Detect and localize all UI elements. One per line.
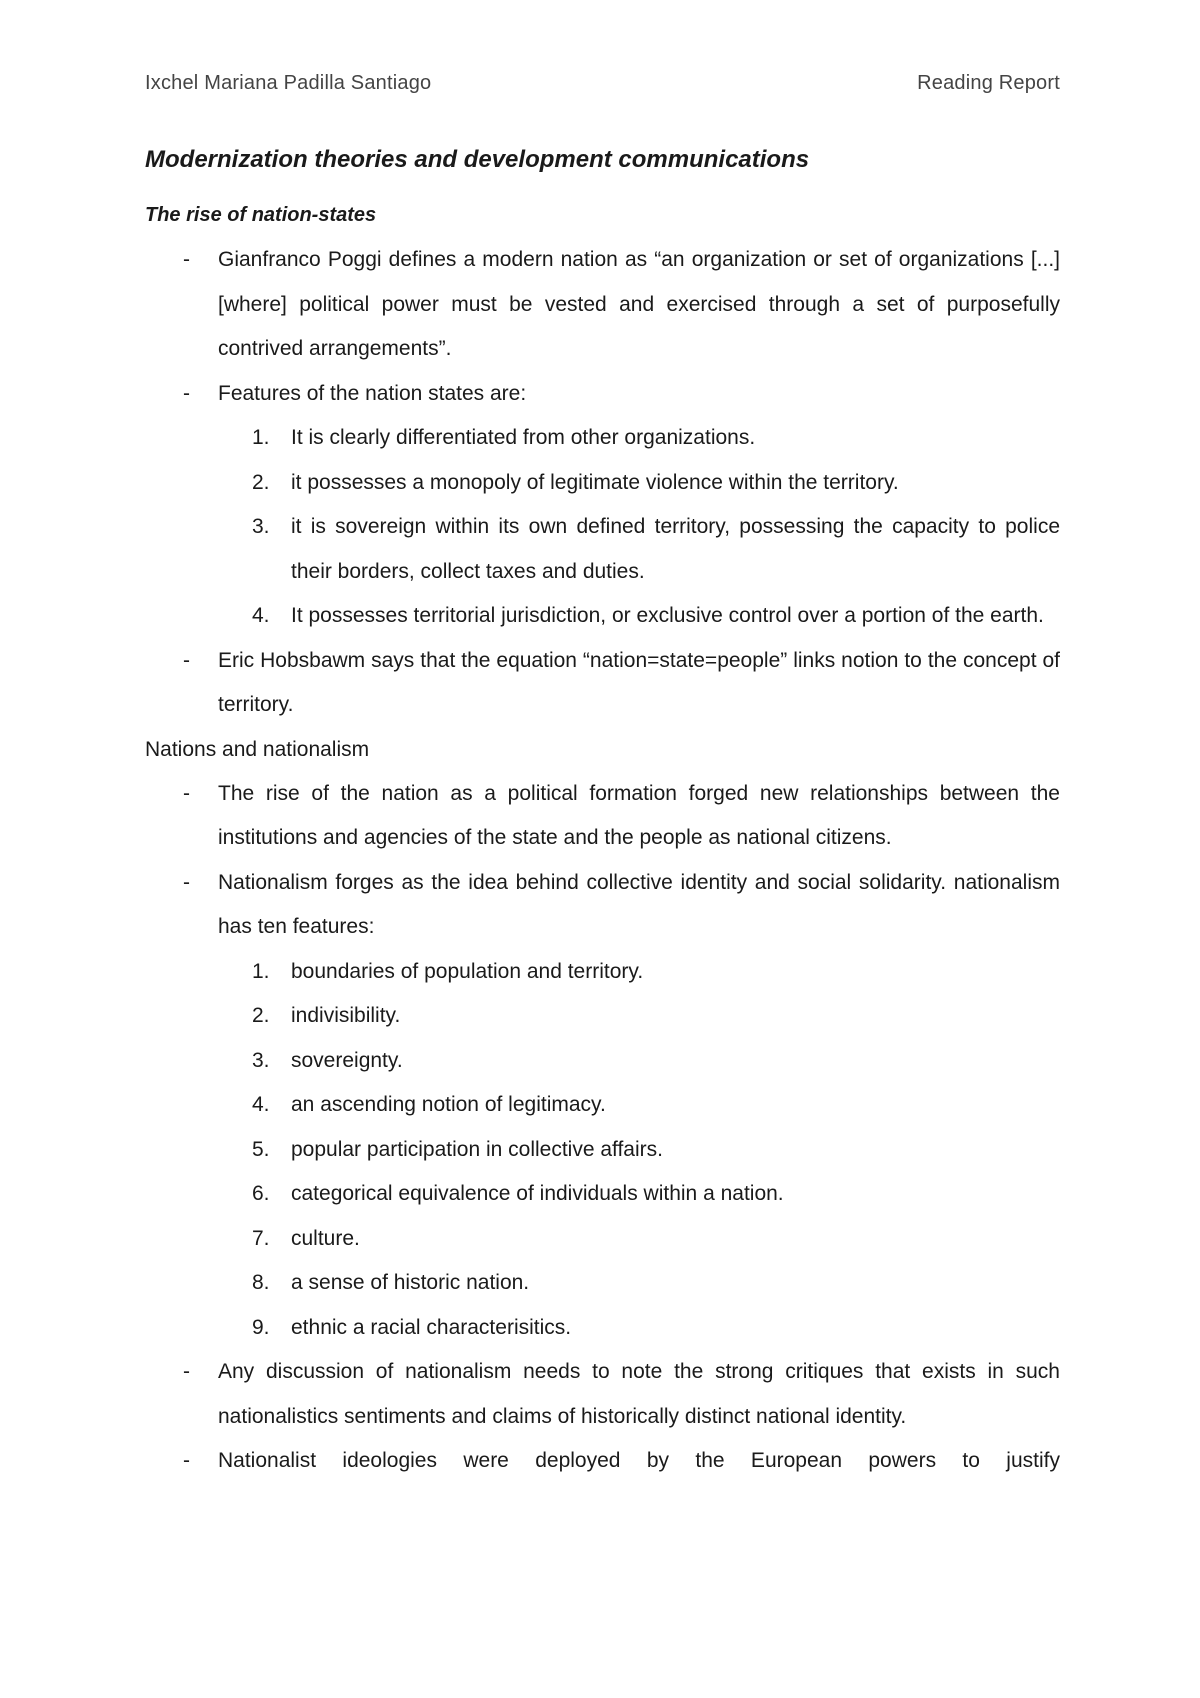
bullet-text: Gianfranco Poggi defines a modern nation as “an organization or set of organizations [...] [where] political power must be vested and exercised through a set of purposefully contrived arrangements”. [218,248,1060,360]
item-text: It possesses territorial jurisdiction, or exclusive control over a portion of the earth. [291,604,1044,627]
bullet-text: Features of the nation states are: [218,381,527,405]
numbered-item [145,416,1060,461]
item-text: categorical equivalence of individuals within a nation. [291,1182,784,1205]
item-text: It is clearly differentiated from other organizations. [291,426,756,449]
document-title: Modernization theories and development communications [145,146,810,173]
item-text: indivisibility. [291,1004,401,1027]
list-item [145,372,1060,639]
list-item [145,1439,1060,1484]
item-number: 1. [252,426,270,449]
list-item [145,238,1060,372]
numbered-item [145,950,1060,995]
item-text: it possesses a monopoly of legitimate violence within the territory. [291,470,899,494]
item-text: sovereignty. [291,1048,403,1072]
item-number: 2. [252,1004,270,1027]
numbered-item [145,594,1060,639]
section-heading-nationalism: Nations and nationalism [145,737,370,761]
dash-bullet-icon: - [183,248,190,271]
item-number: 9. [252,1315,270,1339]
item-number: 4. [252,1093,270,1116]
bullet-text: The rise of the nation as a political formation forged new relationships between the institutions and agencies of the state and the people as national citizens. [218,781,1060,849]
item-number: 2. [252,470,270,494]
numbered-item [145,1172,1060,1217]
list-item [145,772,1060,861]
bullet-text: Nationalism forges as the idea behind collective identity and social solidarity. nationalism has ten features: [218,870,1060,938]
bullet-text: Eric Hobsbawm says that the equation “nation=state=people” links notion to the concept of territory. [218,648,1060,716]
numbered-item [145,1083,1060,1128]
item-text: a sense of historic nation. [291,1271,530,1294]
numbered-item [145,1039,1060,1084]
section1-bullets [145,238,1060,728]
list-item [145,1350,1060,1439]
nationalism-features-list [145,950,1060,1351]
bullet-text: Nationalist ideologies were deployed by the European powers to justify [218,1449,1060,1472]
item-number: 7. [252,1226,270,1250]
item-text: an ascending notion of legitimacy. [291,1093,606,1116]
item-text: ethnic a racial characterisitics. [291,1315,572,1339]
numbered-item [145,994,1060,1039]
item-number: 3. [252,1048,270,1072]
item-text: it is sovereign within its own defined territory, possessing the capacity to police their borders, collect taxes and duties. [291,515,1060,583]
dash-bullet-icon: - [183,1449,190,1472]
dash-bullet-icon: - [183,648,190,672]
dash-bullet-icon: - [183,1360,190,1383]
nation-state-features-list [145,416,1060,639]
item-text: popular participation in collective affairs. [291,1137,663,1161]
item-number: 1. [252,959,270,983]
page-header [145,72,1060,95]
item-text: boundaries of population and territory. [291,959,644,983]
item-number: 4. [252,604,270,627]
item-number: 8. [252,1271,270,1294]
document-body [145,142,1060,1484]
item-number: 3. [252,515,270,538]
item-number: 6. [252,1182,270,1205]
dash-bullet-icon: - [183,381,190,405]
numbered-item [145,1217,1060,1262]
bullet-text: Any discussion of nationalism needs to note the strong critiques that exists in such nationalistics sentiments and claims of historically distinct national identity. [218,1360,1060,1428]
section2-bullets [145,772,1060,1484]
dash-bullet-icon: - [183,781,190,805]
numbered-item [145,1261,1060,1306]
list-item [145,861,1060,1351]
numbered-item [145,505,1060,594]
list-item [145,639,1060,728]
dash-bullet-icon: - [183,870,190,894]
section-heading-nation-states: The rise of nation-states [145,204,377,226]
item-text: culture. [291,1226,360,1250]
numbered-item [145,1306,1060,1351]
author-name: Ixchel Mariana Padilla Santiago [145,72,432,94]
numbered-item [145,461,1060,506]
item-number: 5. [252,1137,270,1161]
numbered-item [145,1128,1060,1173]
report-type: Reading Report [917,72,1060,94]
